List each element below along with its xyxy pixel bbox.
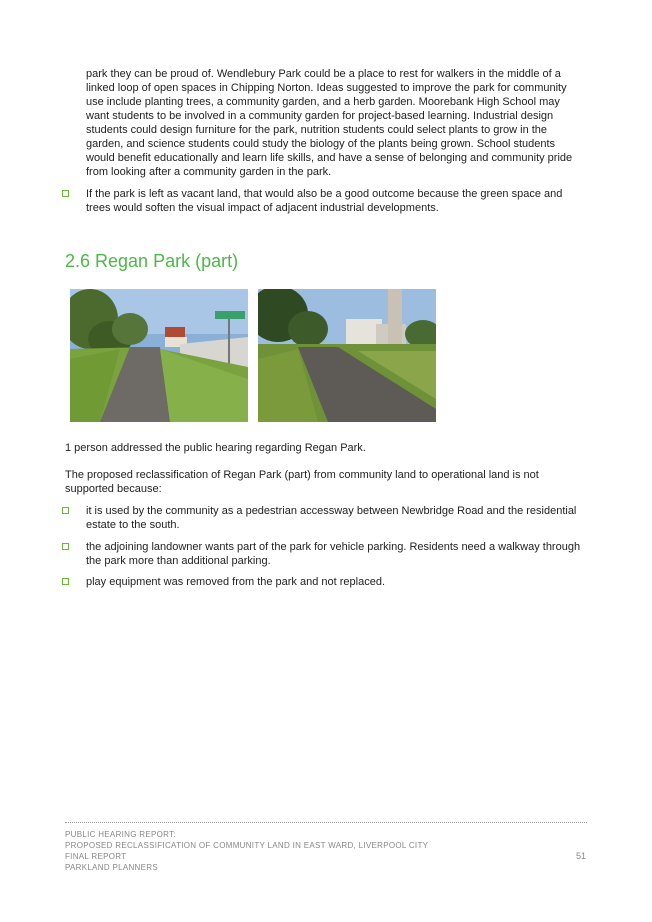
- page-number: 51: [575, 851, 586, 861]
- list-item-text: the adjoining landowner wants part of the park for vehicle parking. Residents need a walkway through the park more than additional parking.: [86, 541, 581, 567]
- checkbox-bullet-icon: [62, 507, 69, 514]
- regan-park-photo-tree: [258, 289, 436, 422]
- footer-line: PARKLAND PLANNERS: [65, 863, 158, 872]
- section-heading: 2.6 Regan Park (part): [65, 251, 239, 271]
- checkbox-bullet-icon: [62, 578, 69, 585]
- footer-line: PUBLIC HEARING REPORT:: [65, 830, 176, 839]
- list-item-text: play equipment was removed from the park and not replaced.: [86, 576, 385, 588]
- checkbox-bullet-icon: [62, 543, 69, 550]
- footer-line: PROPOSED RECLASSIFICATION OF COMMUNITY LAND IN EAST WARD, LIVERPOOL CITY: [65, 841, 429, 850]
- footer: [65, 829, 587, 873]
- list-item-text: If the park is left as vacant land, that would also be a good outcome because the green space and trees would soften the visual impact of adjacent industrial developments.: [86, 188, 563, 214]
- attendance-note: 1 person addressed the public hearing regarding Regan Park.: [65, 442, 366, 454]
- continued-paragraph: park they can be proud of. Wendlebury Park could be a place to rest for walkers in the middle of a linked loop of open spaces in Chipping Norton. Ideas suggested to improve the park for community use include planting trees, a community garden, and a herb garden. Moorebank High School may want students to be involved in a community garden for project-based learning. Industrial design students could design furniture for the park, nutrition students could select plants to grow in the garden, and science students could study the biology of the plants being grown. School students would benefit educationally and learn life skills, and have a sense of belonging and community pride from looking after a community garden in the park.: [86, 68, 573, 178]
- intro-paragraph: The proposed reclassification of Regan Park (part) from community land to operational land is not supported because:: [65, 469, 539, 495]
- list-item-text: it is used by the community as a pedestrian accessway between Newbridge Road and the residential estate to the south.: [86, 505, 577, 531]
- regan-park-photo-path: [70, 289, 248, 422]
- checkbox-bullet-icon: [62, 190, 69, 197]
- footer-divider: [65, 822, 587, 823]
- footer-line: FINAL REPORT: [65, 852, 127, 861]
